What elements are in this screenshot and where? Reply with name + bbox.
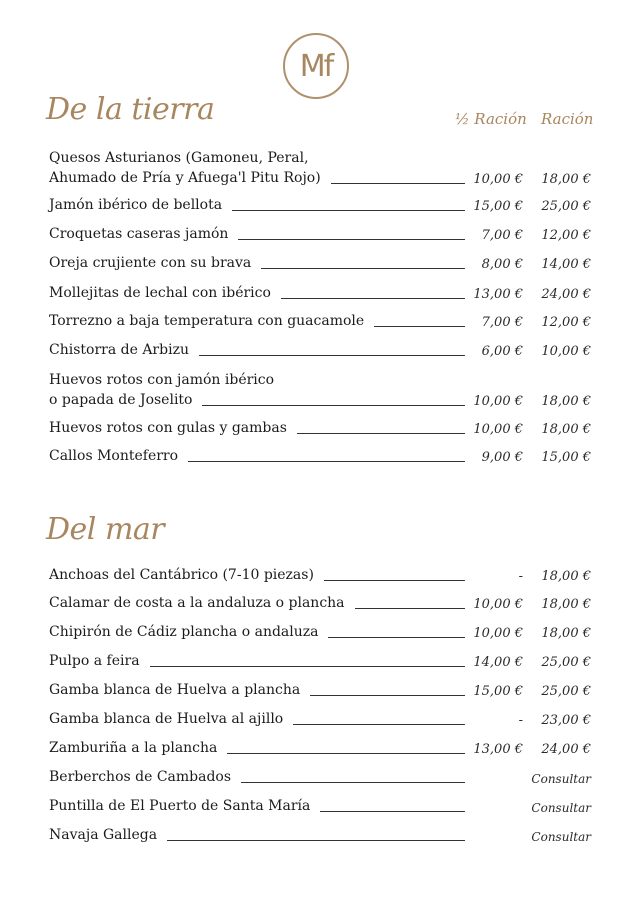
half-portion-price: 10,00 € [473,626,523,641]
menu-item-name: Croquetas caseras jamón [49,226,234,242]
dotted-leader [293,724,465,725]
menu-item [49,418,591,438]
menu-item [49,825,591,845]
menu-item-name: Berberchos de Cambados [49,769,237,785]
full-portion-price: Consultar [531,801,591,815]
menu-item-row [49,390,591,410]
menu-item-name: Pulpo a feira [49,653,146,669]
full-portion-price: 18,00 € [541,394,591,409]
dotted-leader [227,753,465,754]
menu-item-row [49,418,591,438]
menu-item-name: o papada de Joselito [49,392,198,408]
full-portion-price: 25,00 € [541,199,591,214]
half-portion-price: 10,00 € [473,172,523,187]
menu-item-row [49,825,591,845]
menu-item [49,195,591,215]
header-half-portion: ½ Ración [455,110,527,128]
menu-item-name: Mollejitas de lechal con ibérico [49,285,277,301]
menu-item [49,767,591,787]
dotted-leader [331,183,465,184]
dotted-leader [199,355,465,356]
full-portion-price: 18,00 € [541,626,591,641]
full-portion-price: 25,00 € [541,655,591,670]
half-portion-price: - [518,569,523,584]
menu-item-row [49,680,591,700]
menu-item-name: Zamburiña a la plancha [49,740,223,756]
menu-item-row [49,253,591,273]
menu-item [49,651,591,671]
menu-item-name: Gamba blanca de Huelva a plancha [49,682,306,698]
menu-item [49,796,591,816]
menu-item [49,253,591,273]
menu-item [49,680,591,700]
section-title-tierra: De la tierra [46,92,215,127]
menu-item-row [49,283,591,303]
half-portion-price: 7,00 € [481,228,523,243]
dotted-leader [328,637,465,638]
menu-item [49,565,591,585]
dotted-leader [374,326,465,327]
menu-item-name: Puntilla de El Puerto de Santa María [49,798,316,814]
menu-item-name: Calamar de costa a la andaluza o plancha [49,595,351,611]
full-portion-price: 24,00 € [541,287,591,302]
menu-item-name: Oreja crujiente con su brava [49,255,257,271]
half-portion-price: 8,00 € [481,257,523,272]
full-portion-price: 18,00 € [541,569,591,584]
restaurant-logo [283,33,349,99]
half-portion-price: 13,00 € [473,287,523,302]
menu-item [49,370,591,410]
menu-item-row [49,738,591,758]
full-portion-price: 18,00 € [541,422,591,437]
menu-item-row [49,767,591,787]
dotted-leader [232,210,465,211]
dotted-leader [241,782,465,783]
dotted-leader [355,608,465,609]
half-portion-price: 15,00 € [473,199,523,214]
full-portion-price: 10,00 € [541,344,591,359]
menu-item-row [49,622,591,642]
dotted-leader [324,580,465,581]
full-portion-price: Consultar [531,830,591,844]
menu-item-row [49,796,591,816]
menu-item-name-line1: Quesos Asturianos (Gamoneu, Peral, [49,150,309,166]
dotted-leader [310,695,465,696]
menu-item-name: Jamón ibérico de bellota [49,197,228,213]
dotted-leader [167,840,465,841]
half-portion-price: 15,00 € [473,684,523,699]
half-portion-price: - [518,713,523,728]
half-portion-price: 10,00 € [473,597,523,612]
menu-item-row [49,224,591,244]
menu-item-name: Anchoas del Cantábrico (7-10 piezas) [49,567,320,583]
menu-item-row [49,593,591,613]
menu-item-name: Chistorra de Arbizu [49,342,195,358]
full-portion-price: Consultar [531,772,591,786]
full-portion-price: 12,00 € [541,315,591,330]
half-portion-price: 14,00 € [473,655,523,670]
dotted-leader [320,811,465,812]
menu-item-name: Torrezno a baja temperatura con guacamole [49,313,370,329]
half-portion-price: 10,00 € [473,422,523,437]
menu-item-name: Ahumado de Pría y Afuega'l Pitu Rojo) [49,170,327,186]
menu-item-name: Gamba blanca de Huelva al ajillo [49,711,289,727]
menu-item-name-line1: Huevos rotos con jamón ibérico [49,372,275,388]
full-portion-price: 23,00 € [541,713,591,728]
menu-item-name: Chipirón de Cádiz plancha o andaluza [49,624,324,640]
menu-item [49,738,591,758]
menu-item [49,622,591,642]
full-portion-price: 18,00 € [541,597,591,612]
half-portion-price: 9,00 € [481,450,523,465]
menu-item-row [49,709,591,729]
half-portion-price: 10,00 € [473,394,523,409]
full-portion-price: 14,00 € [541,257,591,272]
full-portion-price: 24,00 € [541,742,591,757]
menu-item-row [49,446,591,466]
dotted-leader [238,239,465,240]
menu-item-row [49,651,591,671]
menu-item-name: Navaja Gallega [49,827,163,843]
header-full-portion: Ración [541,110,594,128]
half-portion-price: 6,00 € [481,344,523,359]
full-portion-price: 15,00 € [541,450,591,465]
half-portion-price: 7,00 € [481,315,523,330]
menu-item [49,593,591,613]
logo-text: Mf [299,48,333,84]
menu-item [49,311,591,331]
menu-item [49,340,591,360]
menu-item [49,283,591,303]
half-portion-price: 13,00 € [473,742,523,757]
menu-item [49,709,591,729]
menu-item-row [49,168,591,188]
dotted-leader [188,461,465,462]
dotted-leader [202,405,465,406]
full-portion-price: 18,00 € [541,172,591,187]
menu-item [49,224,591,244]
dotted-leader [150,666,465,667]
menu-item [49,148,591,188]
menu-item-row [49,565,591,585]
section-title-mar: Del mar [46,512,165,547]
menu-item-row [49,311,591,331]
dotted-leader [297,433,465,434]
menu-item-row [49,340,591,360]
dotted-leader [281,298,465,299]
full-portion-price: 25,00 € [541,684,591,699]
full-portion-price: 12,00 € [541,228,591,243]
dotted-leader [261,268,465,269]
menu-item-row [49,195,591,215]
menu-item-name: Huevos rotos con gulas y gambas [49,420,293,436]
menu-item [49,446,591,466]
menu-item-name: Callos Monteferro [49,448,184,464]
